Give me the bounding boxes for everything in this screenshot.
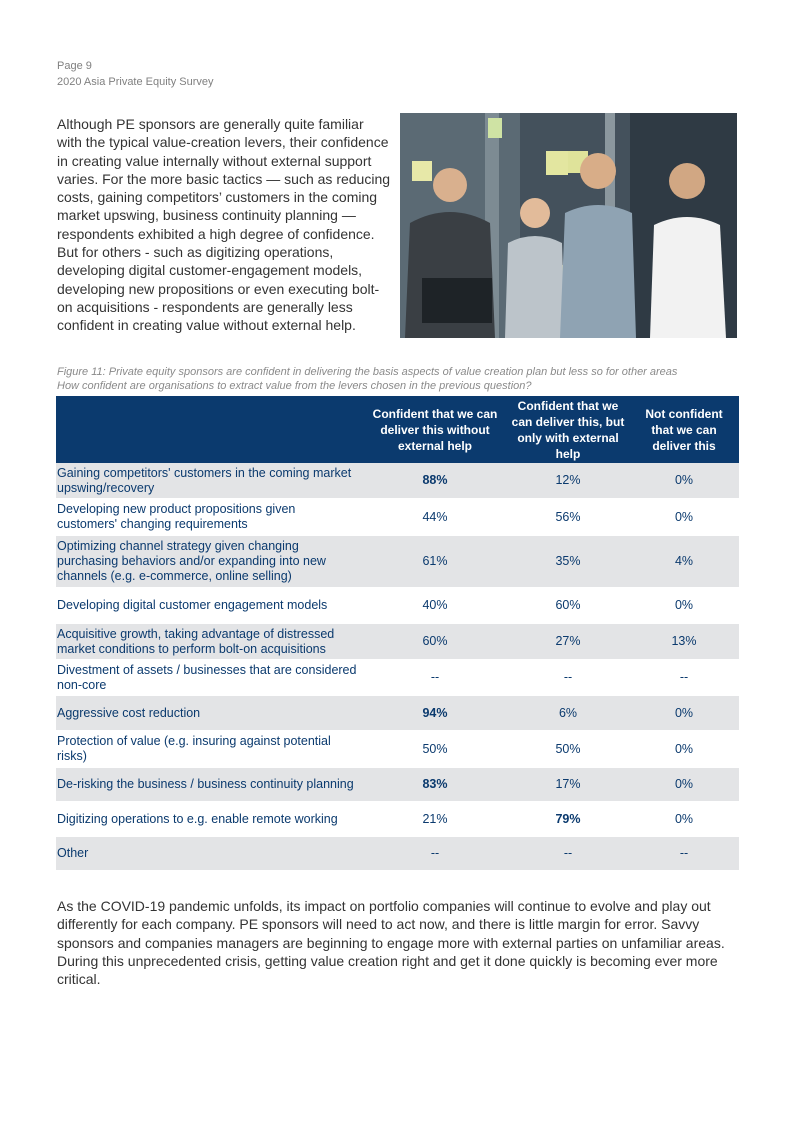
- table-row: [56, 730, 739, 768]
- table-row: [56, 801, 739, 837]
- cell-not-confident: 4%: [629, 536, 739, 587]
- row-label: Developing digital customer engagement models: [56, 587, 363, 624]
- cell-not-confident: --: [629, 837, 739, 870]
- table-row: [56, 659, 739, 696]
- row-label: Divestment of assets / businesses that are considered non-core: [56, 659, 363, 696]
- table-row: [56, 498, 739, 536]
- row-label: Acquisitive growth, taking advantage of distressed market conditions to perform bolt-on acquisitions: [56, 624, 363, 659]
- row-label: Gaining competitors' customers in the coming market upswing/recovery: [56, 463, 363, 498]
- team-meeting-photo: [400, 113, 737, 338]
- cell-without-help: --: [363, 837, 507, 870]
- figure-title: Figure 11: Private equity sponsors are confident in delivering the basis aspects of value creation plan but less so for other areas: [57, 366, 678, 378]
- cell-without-help: 44%: [363, 498, 507, 536]
- cell-without-help: 83%: [363, 768, 507, 801]
- row-label: Protection of value (e.g. insuring against potential risks): [56, 730, 363, 768]
- cell-not-confident: 13%: [629, 624, 739, 659]
- confidence-table: [56, 396, 739, 870]
- cell-without-help: 50%: [363, 730, 507, 768]
- row-label: De-risking the business / business continuity planning: [56, 768, 363, 801]
- cell-without-help: 21%: [363, 801, 507, 837]
- cell-without-help: 88%: [363, 463, 507, 498]
- cell-not-confident: 0%: [629, 801, 739, 837]
- cell-with-help: --: [507, 837, 629, 870]
- closing-paragraph: As the COVID-19 pandemic unfolds, its impact on portfolio companies will continue to evolve and play out differently for each company. PE sponsors will need to act now, and there is little margin for error. Savvy sponsors and companies managers are beginning to engage more with external parties on unfamiliar areas. During this unprecedented crisis, getting value creation right and get it done quickly is becoming ever more critical.: [57, 898, 725, 988]
- cell-without-help: 94%: [363, 696, 507, 730]
- cell-without-help: 40%: [363, 587, 507, 624]
- header-lever: [56, 396, 363, 463]
- cell-not-confident: 0%: [629, 498, 739, 536]
- table-row: [56, 768, 739, 801]
- table-row: [56, 463, 739, 498]
- cell-with-help: 27%: [507, 624, 629, 659]
- cell-not-confident: --: [629, 659, 739, 696]
- cell-with-help: 17%: [507, 768, 629, 801]
- table-row: [56, 536, 739, 587]
- cell-not-confident: 0%: [629, 768, 739, 801]
- cell-without-help: 61%: [363, 536, 507, 587]
- document-title: 2020 Asia Private Equity Survey: [57, 76, 214, 88]
- row-label: Digitizing operations to e.g. enable remote working: [56, 801, 363, 837]
- table-row: [56, 696, 739, 730]
- cell-not-confident: 0%: [629, 696, 739, 730]
- cell-with-help: 12%: [507, 463, 629, 498]
- page-header: [57, 58, 214, 90]
- cell-not-confident: 0%: [629, 463, 739, 498]
- row-label: Aggressive cost reduction: [56, 696, 363, 730]
- header-not-confident: Not confident that we can deliver this: [629, 396, 739, 463]
- row-label: Developing new product propositions given customers' changing requirements: [56, 498, 363, 536]
- table-row: [56, 624, 739, 659]
- table-row: [56, 837, 739, 870]
- cell-without-help: --: [363, 659, 507, 696]
- row-label: Other: [56, 837, 363, 870]
- cell-with-help: 6%: [507, 696, 629, 730]
- figure-question: How confident are organisations to extract value from the levers chosen in the previous question?: [57, 380, 532, 392]
- cell-with-help: --: [507, 659, 629, 696]
- page-number: Page 9: [57, 60, 92, 72]
- cell-with-help: 50%: [507, 730, 629, 768]
- cell-with-help: 56%: [507, 498, 629, 536]
- header-confident-without-help: Confident that we can deliver this without external help: [363, 396, 507, 463]
- intro-paragraph: Although PE sponsors are generally quite familiar with the typical value-creation levers, their confidence in creating value internally without external support varies. For the more basic tactics — such as reducing costs, gaining competitors’ customers in the coming market upswing, business continuity planning — respondents exhibited a high degree of confidence. But for others - such as digitizing operations, developing digital customer-engagement models, developing new propositions or even executing bolt-on acquisitions - respondents are generally less confident in creating value without external help.: [57, 116, 391, 334]
- cell-not-confident: 0%: [629, 730, 739, 768]
- figure-caption: [57, 365, 747, 393]
- cell-with-help: 35%: [507, 536, 629, 587]
- header-confident-with-help: Confident that we can deliver this, but only with external help: [507, 396, 629, 463]
- row-label: Optimizing channel strategy given changing purchasing behaviors and/or expanding into new channels (e.g. e-commerce, online selling): [56, 536, 363, 587]
- cell-without-help: 60%: [363, 624, 507, 659]
- cell-with-help: 60%: [507, 587, 629, 624]
- table-header-row: [56, 396, 739, 463]
- table-row: [56, 587, 739, 624]
- cell-not-confident: 0%: [629, 587, 739, 624]
- cell-with-help: 79%: [507, 801, 629, 837]
